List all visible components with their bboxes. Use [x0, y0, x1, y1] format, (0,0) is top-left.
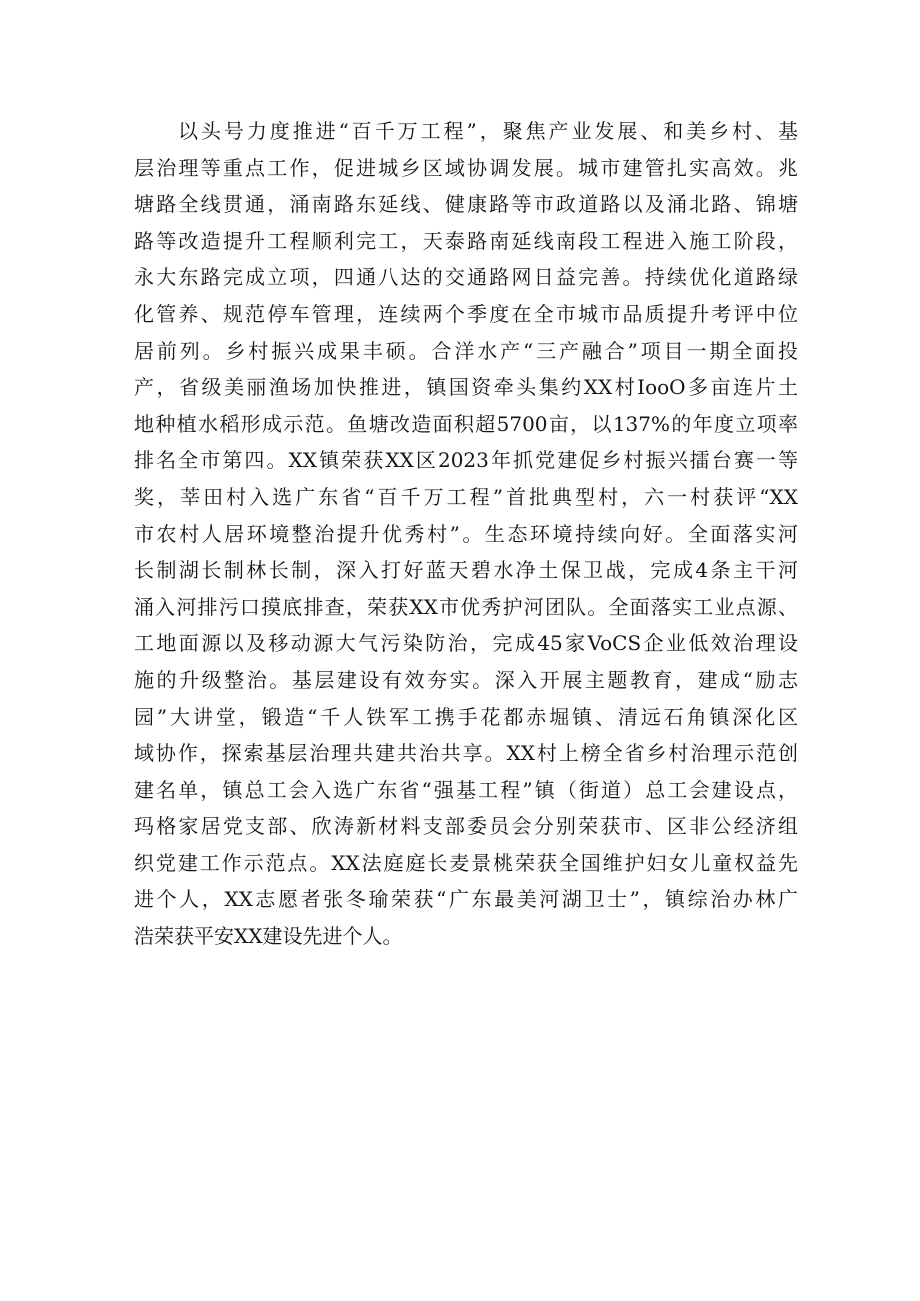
paragraph-line: 路等改造提升工程顺利完工，天泰路南延线南段工程进入施工阶段， — [134, 228, 798, 253]
paragraph-line: 玛格家居党支部、欣涛新材料支部委员会分别荣获市、区非公经济组 — [134, 814, 798, 839]
paragraph-line: 建名单，镇总工会入选广东省“强基工程”镇（街道）总工会建设点， — [134, 777, 798, 802]
paragraph-line: 永大东路完成立项，四通八达的交通路网日益完善。持续优化道路绿 — [134, 265, 798, 290]
paragraph-line: 域协作，探索基层治理共建共治共享。XX村上榜全省乡村治理示范创 — [134, 741, 798, 766]
paragraph-line: 市农村人居环境整治提升优秀村”。生态环境持续向好。全面落实河 — [134, 521, 798, 546]
paragraph-line: 浩荣获平安XX建设先进个人。 — [134, 924, 403, 949]
paragraph-line: 以头号力度推进“百千万工程”，聚焦产业发展、和美乡村、基 — [178, 119, 798, 143]
paragraph-line: 产，省级美丽渔场加快推进，镇国资牵头集约XX村IooO多亩连片土 — [134, 375, 798, 400]
paragraph-line: 织党建工作示范点。XX法庭庭长麦景桃荣获全国维护妇女儿童权益先 — [134, 850, 798, 875]
paragraph-line: 长制湖长制林长制，深入打好蓝天碧水净土保卫战，完成4条主干河 — [134, 558, 798, 583]
paragraph-line: 园”大讲堂，锻造“千人铁军工携手花都赤堀镇、清远石角镇深化区 — [134, 704, 798, 729]
paragraph-line: 塘路全线贯通，涌南路东延线、健康路等市政道路以及涌北路、锦塘 — [134, 192, 798, 217]
body-paragraph — [134, 113, 798, 955]
paragraph-line: 地种植水稻形成示范。鱼塘改造面积超5700亩，以137%的年度立项率 — [134, 411, 798, 436]
paragraph-line: 居前列。乡村振兴成果丰硕。合洋水产“三产融合”项目一期全面投 — [134, 338, 798, 363]
paragraph-line: 进个人，XX志愿者张冬瑜荣获“广东最美河湖卫士”，镇综治办林广 — [134, 887, 798, 912]
paragraph-line: 层治理等重点工作，促进城乡区域协调发展。城市建管扎实高效。兆 — [134, 155, 798, 180]
paragraph-line: 排名全市第四。XX镇荣获XX区2023年抓党建促乡村振兴擂台赛一等 — [134, 448, 798, 473]
paragraph-line: 奖，莘田村入选广东省“百千万工程”首批典型村，六一村获评“XX — [134, 484, 798, 509]
paragraph-line: 涌入河排污口摸底排查，荣获XX市优秀护河团队。全面落实工业点源、 — [134, 594, 798, 619]
paragraph-line: 施的升级整治。基层建设有效夯实。深入开展主题教育，建成“励志 — [134, 667, 798, 692]
paragraph-line: 工地面源以及移动源大气污染防治，完成45家VoCS企业低效治理设 — [134, 631, 798, 656]
paragraph-line: 化管养、规范停车管理，连续两个季度在全市城市品质提升考评中位 — [134, 301, 798, 326]
